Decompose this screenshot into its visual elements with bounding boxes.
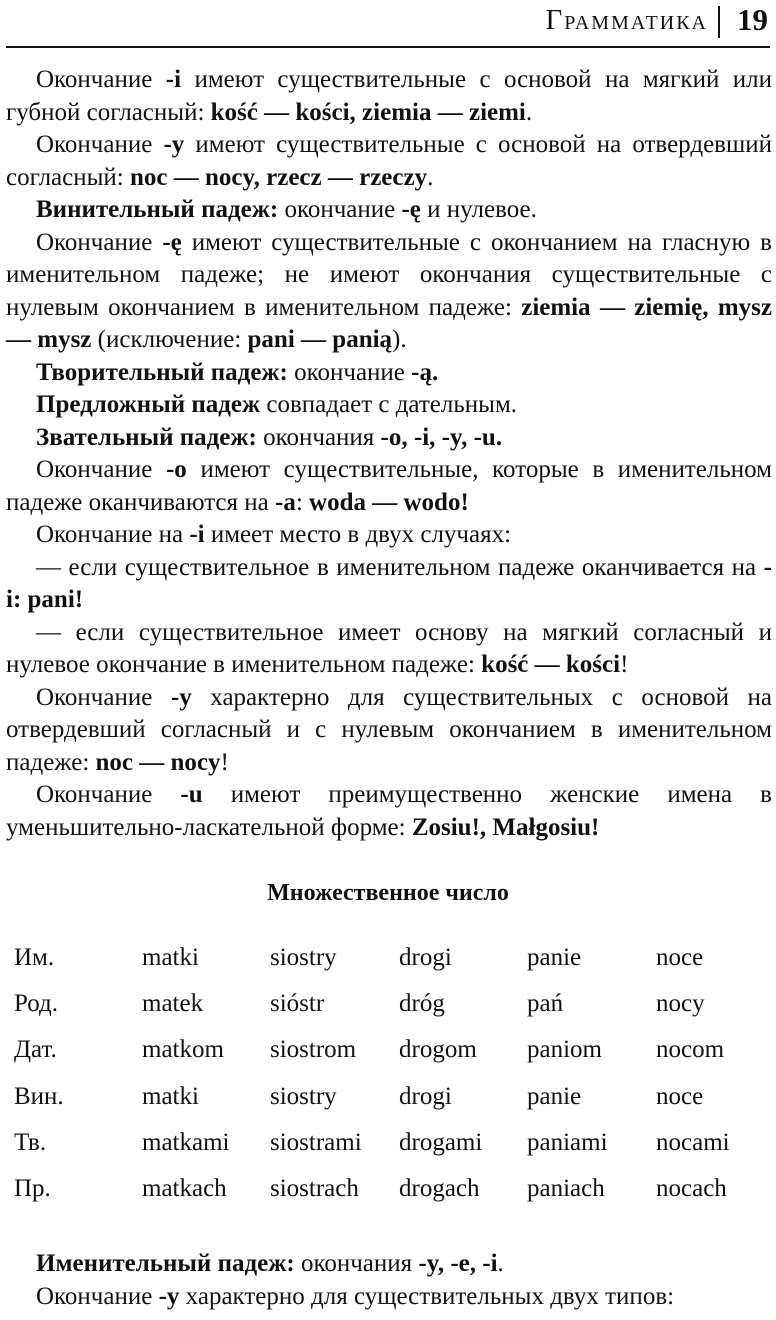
table-row [14, 1074, 766, 1120]
table-cell: pań [527, 990, 564, 1018]
paragraph [6, 617, 772, 682]
bold-text: -o, -i, -y, -u. [380, 423, 503, 451]
case-label: Тв. [14, 1128, 47, 1156]
section-title: Множественное число [267, 880, 509, 906]
bold-text: Звательный падеж: [36, 423, 257, 451]
text-run: совпадает с дательным. [260, 391, 518, 418]
bold-text: -i [189, 521, 205, 548]
text-run: окончание [287, 358, 412, 386]
case-label: Вин. [14, 1082, 64, 1110]
text-run: характерно для существительных двух типов: [179, 1282, 675, 1310]
text-run: имеют преимущественно женские имена в уменьшительно-ласкательной форме: [6, 781, 772, 841]
table-cell: drogom [399, 1036, 477, 1064]
page-number: 19 [737, 2, 768, 37]
bold-text: noc — nocy [95, 748, 221, 776]
text-run: Окончание [36, 1282, 159, 1310]
paragraph [6, 519, 772, 552]
paragraph [6, 389, 772, 422]
text-run: имеют существительные с окончанием на гласную в именительном падеже; не имеют окончания существительные с нулевым окончанием в именительном падеже: [6, 228, 772, 321]
table-row [14, 1027, 766, 1073]
table-cell: noce [656, 1082, 704, 1110]
bold-text: -a [275, 488, 296, 516]
paragraph [6, 1281, 772, 1314]
header-divider [718, 6, 720, 38]
header-title: Грамматика [545, 4, 708, 36]
paragraph [6, 682, 772, 780]
text-run: имеют существительные, которые в именительном падеже оканчиваются на [6, 456, 772, 516]
case-label: Дат. [14, 1036, 57, 1064]
text-run: : [295, 488, 310, 516]
bold-text: -u [180, 781, 203, 808]
text-run: имеют существительные с основой на мягкий или губной согласный: [6, 66, 772, 126]
bold-text: -ę [162, 228, 182, 256]
text-run: Окончание [36, 228, 163, 256]
table-cell: siostry [270, 1082, 337, 1110]
text-run: ! [220, 748, 229, 776]
bold-text: ziemia — ziemię, mysz — mysz [6, 293, 772, 353]
text-run: и нулевое. [420, 196, 537, 223]
text-run: имеют существительные с основой на отвердевший согласный: [6, 131, 772, 191]
bold-text: kość — kości, ziemia — ziemi [210, 98, 526, 126]
text-run: окончание [278, 196, 402, 223]
bold-text: -ą. [411, 358, 439, 386]
table-cell: matki [142, 1082, 199, 1110]
table-cell: nocami [656, 1128, 730, 1156]
bold-text: -i: pani! [6, 553, 772, 613]
text-run: окончания [294, 1250, 419, 1277]
bold-text: Предложный падеж [36, 391, 261, 418]
table-cell: matki [142, 944, 199, 972]
bold-text: -y [163, 131, 185, 158]
table-cell: panie [527, 944, 582, 972]
table-row [14, 981, 766, 1027]
paragraph [6, 129, 772, 194]
text-run: имеет место в двух случаях: [204, 521, 512, 548]
paragraph [6, 357, 772, 390]
bold-text: woda — wodo! [309, 488, 469, 516]
text-run: — если существительное в именительном падеже оканчивается на [36, 553, 764, 581]
body-text [6, 64, 772, 844]
table-cell: siostrach [270, 1175, 359, 1203]
table-cell: siostrami [270, 1128, 362, 1156]
table-cell: panie [527, 1082, 582, 1110]
paragraph [6, 422, 772, 455]
table-cell: matkom [142, 1036, 224, 1064]
bold-text: Винительный падеж: [36, 196, 279, 223]
table-cell: paniom [527, 1036, 602, 1064]
declension-table [14, 935, 766, 1212]
table-cell: drogi [399, 1082, 452, 1110]
table-cell: matek [142, 990, 204, 1018]
text-run: . [525, 98, 533, 126]
case-label: Род. [14, 990, 59, 1018]
table-cell: siostry [270, 944, 337, 972]
text-run: Окончание [36, 781, 181, 808]
bold-text: kość — kości [481, 651, 621, 678]
table-cell: drogami [399, 1128, 483, 1156]
table-row [14, 1120, 766, 1166]
table-cell: paniami [527, 1128, 608, 1156]
paragraph [6, 454, 772, 519]
paragraph [6, 1248, 772, 1281]
bold-text: -i [165, 66, 182, 93]
bold-text: -o [165, 456, 187, 483]
table-cell: dróg [399, 990, 445, 1018]
text-run: окончания [256, 423, 381, 451]
text-run: Окончание на [36, 521, 190, 548]
table-row [14, 935, 766, 981]
paragraph [6, 64, 772, 129]
bold-text: pani — panią [247, 326, 393, 353]
paragraph [6, 779, 772, 844]
bold-text: Именительный падеж: [36, 1250, 295, 1277]
table-cell: noce [656, 944, 704, 972]
bold-text: -y [170, 683, 192, 711]
running-header [6, 0, 770, 48]
text-run: Окончание [36, 456, 166, 483]
case-label: Пр. [14, 1175, 51, 1203]
text-run: Окончание [36, 131, 164, 158]
text-run: Окончание [36, 66, 166, 93]
bold-text: -ę [401, 196, 421, 223]
table-cell: drogach [399, 1175, 480, 1203]
table-row [14, 1166, 766, 1212]
table-cell: matkach [142, 1175, 227, 1203]
paragraph [6, 194, 772, 227]
bold-text: -y [158, 1282, 180, 1310]
text-run: (исключение: [91, 326, 248, 353]
case-label: Им. [14, 944, 55, 972]
table-cell: matkami [142, 1128, 230, 1156]
text-run: Окончание [36, 683, 171, 711]
table-cell: nocom [656, 1036, 725, 1064]
text-run: . [497, 1250, 504, 1277]
paragraph [6, 227, 772, 357]
table-cell: nocy [656, 990, 705, 1018]
bottom-text [6, 1248, 772, 1313]
text-run: ). [392, 326, 407, 353]
text-run: характерно для существительных с основой на отвердевший согласный и с нулевым окончанием в именительном падеже: [6, 683, 772, 776]
bold-text: Творительный падеж: [36, 358, 288, 386]
table-cell: sióstr [270, 990, 325, 1018]
bold-text: -y, -e, -i [418, 1250, 498, 1277]
text-run: . [427, 163, 434, 191]
table-cell: drogi [399, 944, 452, 972]
table-cell: paniach [527, 1175, 605, 1203]
bold-text: noc — nocy, rzecz — rzeczy [130, 163, 428, 191]
text-run: — если существительное имеет основу на мягкий согласный и нулевое окончание в именительном падеже: [6, 618, 772, 678]
bold-text: Zosiu!, Małgosiu! [411, 813, 600, 841]
paragraph [6, 552, 772, 617]
table-cell: siostrom [270, 1036, 357, 1064]
text-run: ! [620, 651, 629, 678]
table-cell: nocach [656, 1175, 727, 1203]
